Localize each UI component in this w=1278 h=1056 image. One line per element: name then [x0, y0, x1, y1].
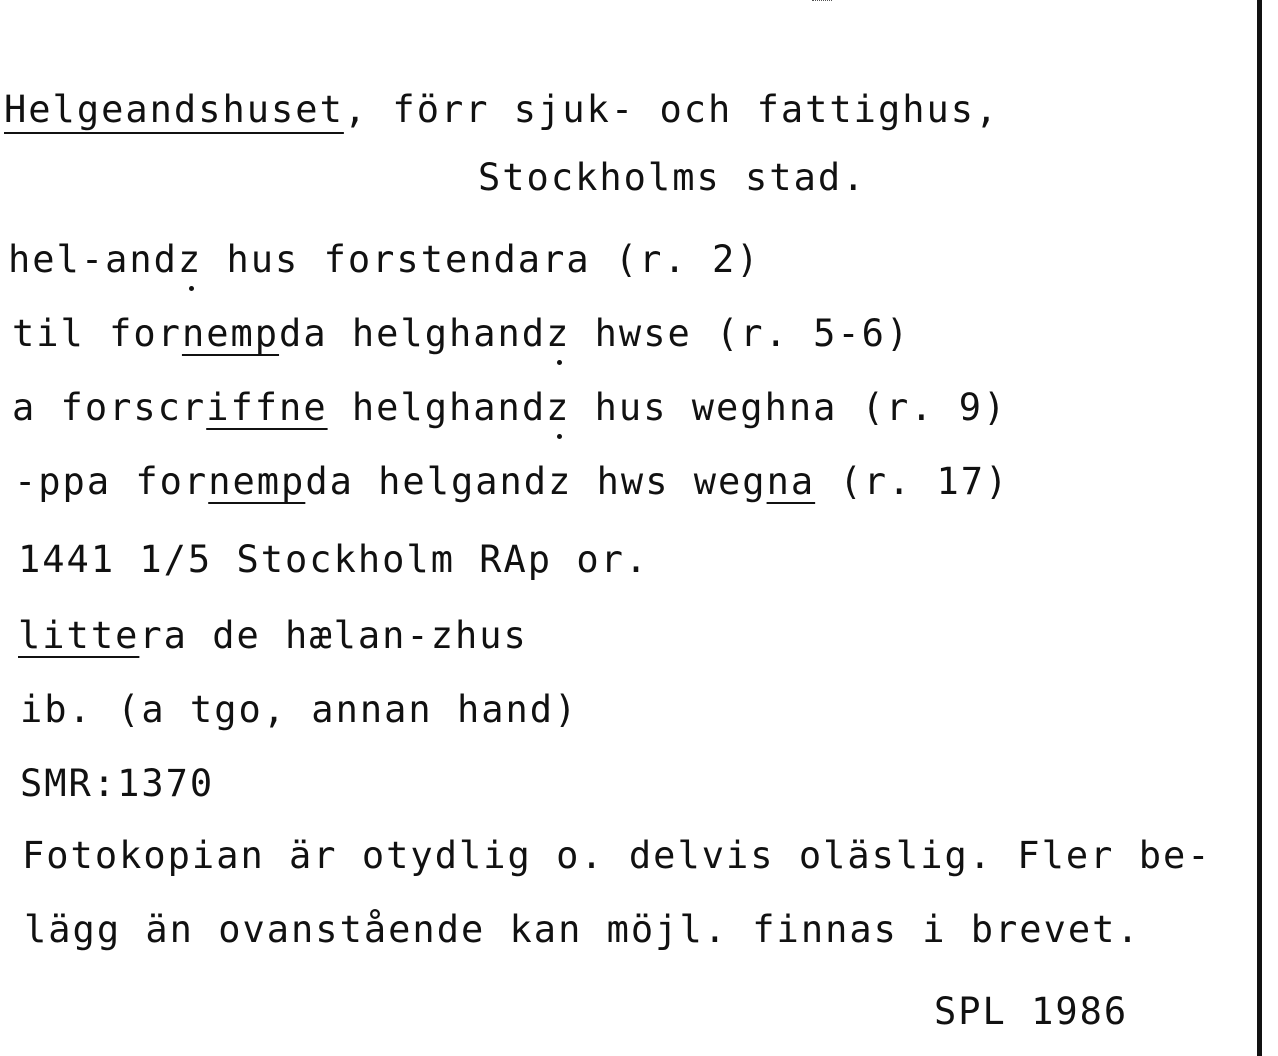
underlined-segment: nemp	[208, 460, 306, 503]
heading-line	[4, 88, 999, 132]
littera-line: littera de hælan-zhus	[18, 614, 528, 657]
underlined-segment: na	[766, 460, 816, 503]
form-line-2: til fornempda helghandz hwse (r. 5-6)	[12, 312, 911, 355]
top-edge-mark	[812, 0, 832, 4]
underlined-segment: litte	[18, 614, 140, 657]
underlined-segment: iffne	[206, 386, 328, 429]
note-line-2: lägg än ovanstående kan möjl. finnas i brevet.	[24, 908, 1141, 951]
ibid-line: ib. (a tgo, annan hand)	[20, 688, 579, 731]
dotted-letter: z	[177, 238, 203, 281]
source-line: 1441 1/5 Stockholm RAp or.	[18, 538, 650, 581]
signature: SPL 1986	[934, 990, 1129, 1033]
headword: Helgeandshuset	[4, 88, 344, 131]
dotted-letter: z	[546, 386, 571, 429]
heading-place: Stockholms stad.	[478, 156, 867, 199]
underlined-segment: nemp	[181, 312, 280, 355]
form-line-3: a forscriffne helghandz hus weghna (r. 9)	[12, 386, 1008, 429]
form-line-4: -ppa fornempda helgandz hws wegna (r. 17)	[14, 460, 1010, 503]
card-right-border	[1257, 0, 1262, 1056]
smr-reference: SMR:1370	[20, 762, 215, 805]
headword-description: , förr sjuk- och fattighus,	[343, 88, 1000, 131]
form-line-1: hel-andz hus forstendara (r. 2)	[8, 238, 761, 281]
note-line-1: Fotokopian är otydlig o. delvis oläslig. Fler be-	[22, 834, 1212, 877]
dotted-letter: z	[546, 312, 571, 355]
